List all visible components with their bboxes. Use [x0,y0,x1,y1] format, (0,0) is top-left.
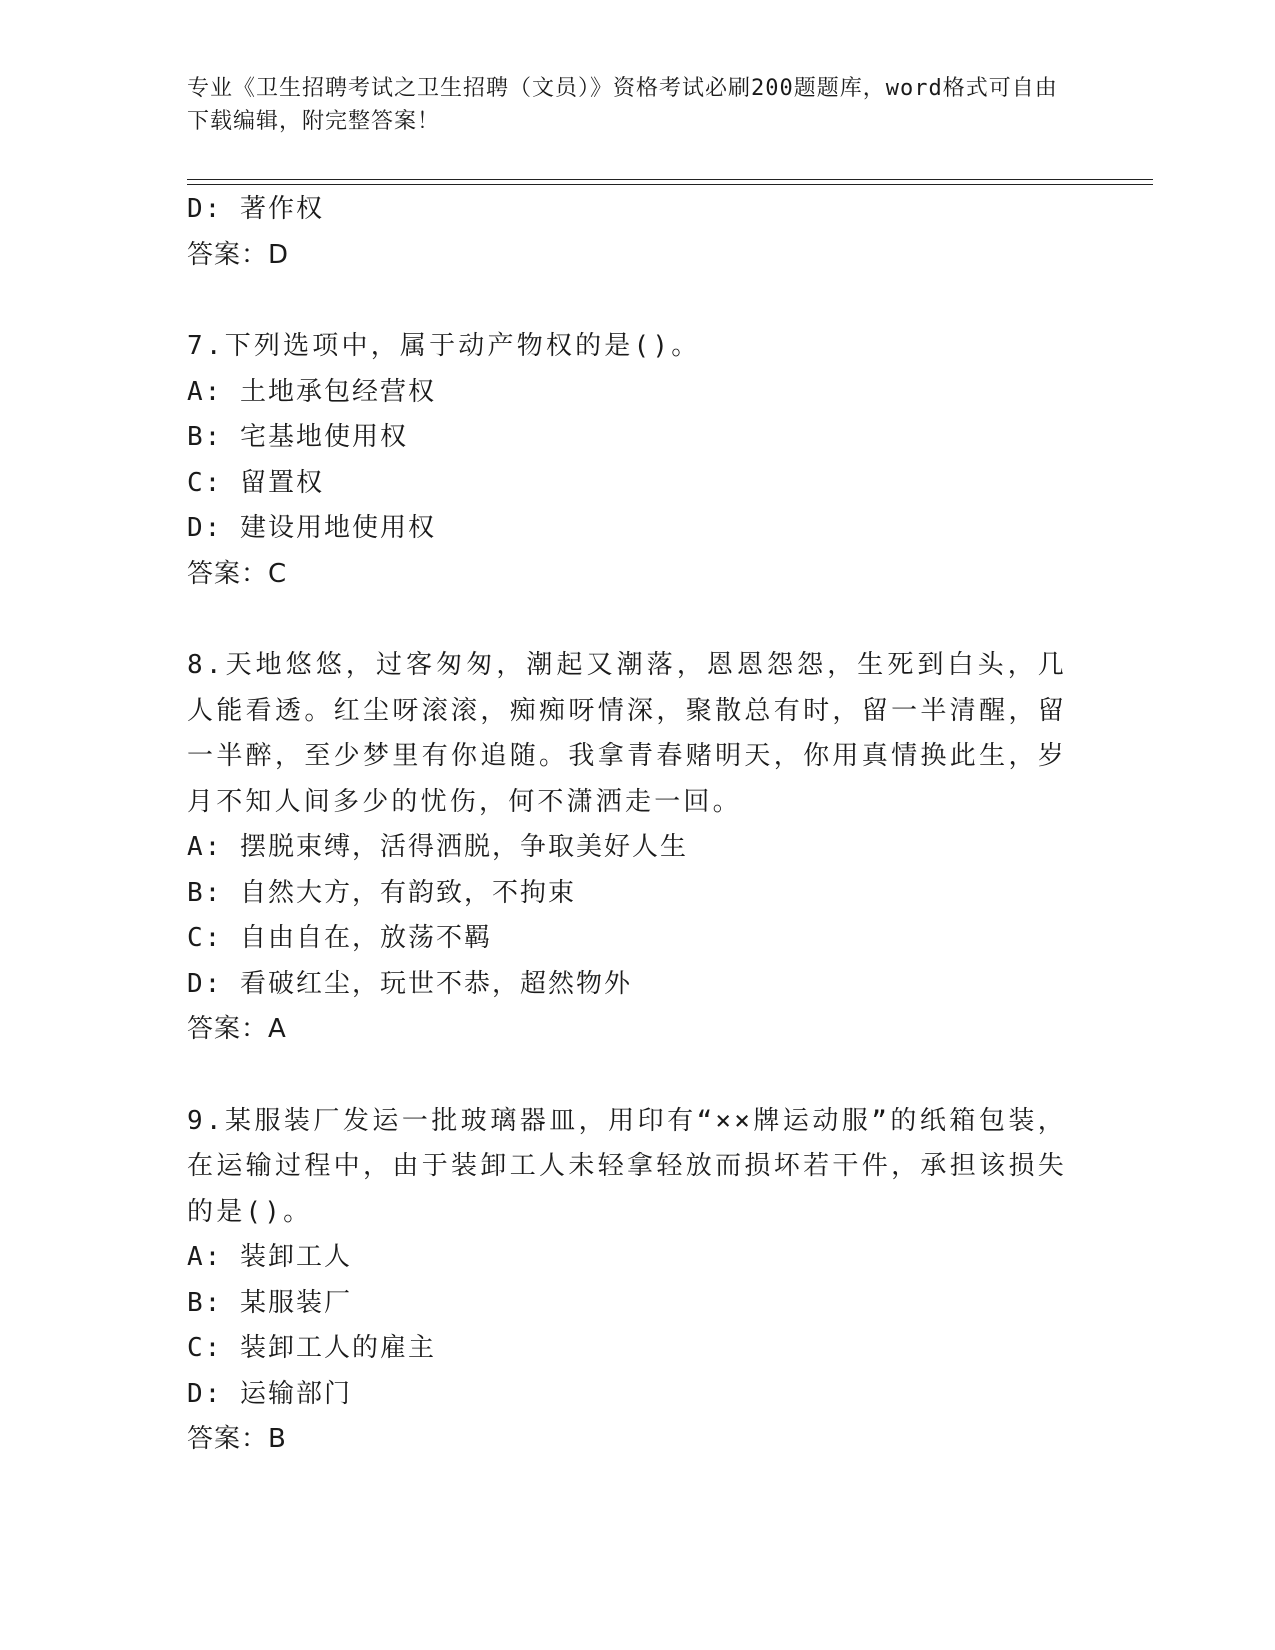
option-d: D: 运输部门 [187,1378,352,1409]
question-stem: 7.下列选项中，属于动产物权的是()。 [187,331,701,361]
document-header: 专业《卫生招聘考试之卫生招聘（文员）》资格考试必刷200题题库，word格式可自由下载编辑，附完整答案！ [187,76,1058,134]
header-divider-top [187,179,1153,180]
option-d: D: 著作权 [187,194,324,224]
option-b: B: 自然大方，有韵致，不拘束 [187,877,576,908]
option-a: A: 土地承包经营权 [187,376,436,407]
question-list [187,187,1067,1463]
answer-line: 答案：D [187,239,290,270]
question-stem: 8.天地悠悠，过客匆匆，潮起又潮落，恩恩怨怨，生死到白头，几人能看透。红尘呀滚滚，痴痴呀情深，聚散总有时，留一半清醒，留一半醉，至少梦里有你追随。我拿青春赌明天，你用真情换此生，岁月不知人间多少的忧伤，何不潇洒走一回。 [187,650,1067,817]
option-c: C: 自由自在，放荡不羁 [187,923,492,953]
question-9 [187,1099,1067,1463]
option-a: A: 装卸工人 [187,1242,352,1272]
option-b: B: 某服装厂 [187,1287,352,1318]
header-divider-bottom [187,184,1153,185]
option-d: D: 建设用地使用权 [187,513,436,543]
answer-line: 答案：A [187,1014,287,1044]
prev-question-tail [187,187,1067,278]
answer-line: 答案：B [187,1424,287,1454]
question-8 [187,643,1067,1053]
answer-line: 答案：C [187,558,288,589]
question-7 [187,324,1067,597]
option-c: C: 留置权 [187,467,324,498]
option-b: B: 宅基地使用权 [187,422,408,452]
option-d: D: 看破红尘，玩世不恭，超然物外 [187,968,632,999]
option-a: A: 摆脱束缚，活得洒脱，争取美好人生 [187,832,688,862]
question-stem: 9.某服装厂发运一批玻璃器皿，用印有“××牌运动服”的纸箱包装，在运输过程中，由于装卸工人未轻拿轻放而损坏若干件，承担该损失的是()。 [187,1105,1067,1227]
option-c: C: 装卸工人的雇主 [187,1333,436,1363]
